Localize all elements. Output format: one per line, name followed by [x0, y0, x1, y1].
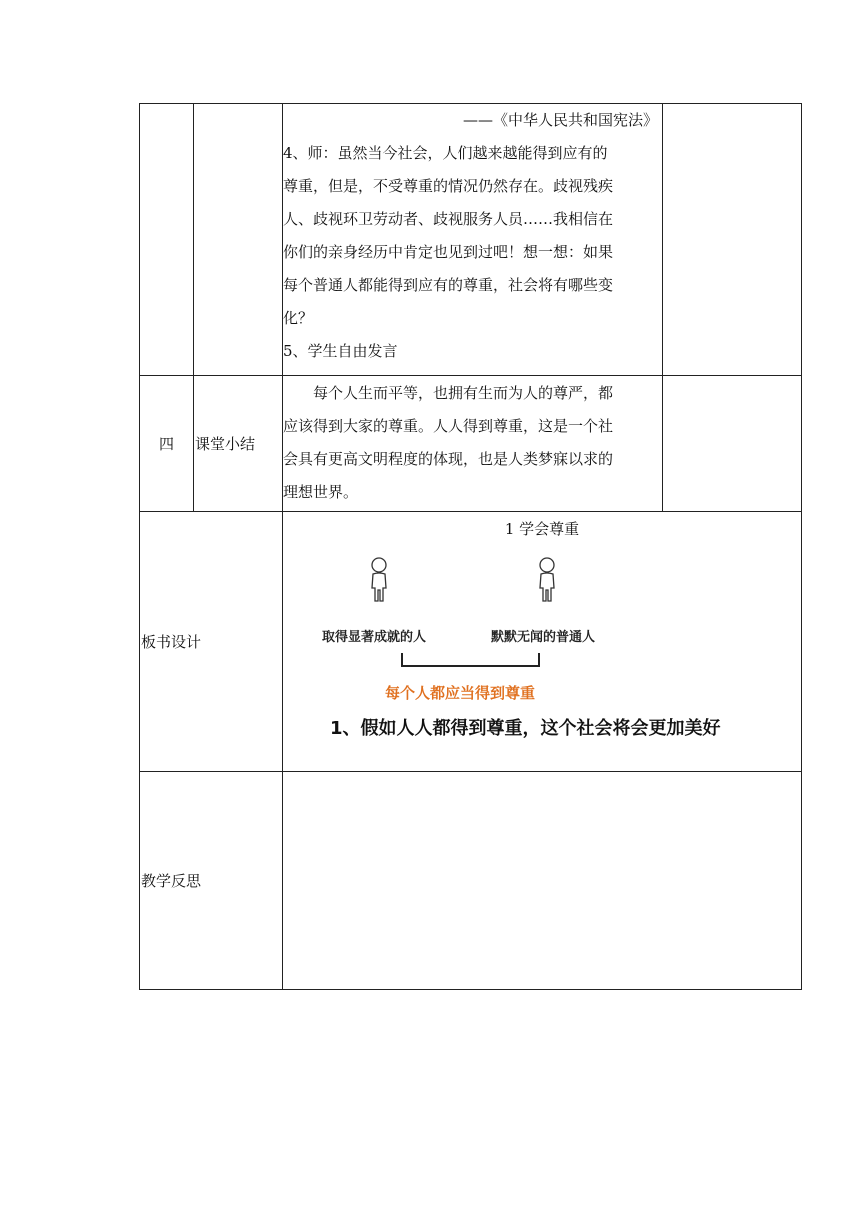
person-icon [369, 557, 389, 603]
table-row-summary [140, 376, 802, 512]
reflection-heading: 教学反思 [140, 772, 283, 990]
paragraph-line: 会具有更高文明程度的体现，也是人类梦寐以求的 [283, 450, 614, 468]
board-cell [283, 512, 802, 772]
summary-content [283, 376, 663, 512]
section-title: 课堂小结 [194, 376, 283, 512]
paragraph-line: 4、师：虽然当今社会，人们越来越能得到应有的 [283, 144, 608, 162]
ordinary-person-label: 默默无闻的普通人 [491, 630, 596, 645]
section-cell [194, 104, 283, 376]
person-icon [537, 557, 557, 603]
conclusion-text: 1、假如人人都得到尊重，这个社会将会更加美好 [330, 718, 721, 739]
table-row-process [140, 104, 802, 376]
emphasis-text: 每个人都应当得到尊重 [385, 684, 536, 702]
board-heading: 板书设计 [140, 512, 283, 772]
paragraph-line: 每个人生而平等，也拥有生而为人的尊严，都 [313, 384, 614, 402]
bracket-connector [401, 652, 541, 672]
paragraph-line: 每个普通人都能得到应有的尊重，社会将有哪些变 [283, 276, 614, 294]
paragraph-line: 理想世界。 [283, 483, 359, 501]
section-number: 四 [140, 376, 194, 512]
paragraph-line: 尊重，但是，不受尊重的情况仍然存在。歧视残疾 [283, 177, 614, 195]
paragraph-line: 应该得到大家的尊重。人人得到尊重，这是一个社 [283, 417, 614, 435]
constitution-quote: ——《中华人民共和国宪法》 [462, 111, 658, 129]
lesson-plan-table [139, 103, 802, 990]
paragraph-line: 人、歧视环卫劳动者、歧视服务人员……我相信在 [283, 210, 614, 228]
number-cell [140, 104, 194, 376]
reflection-content [283, 772, 802, 990]
board-title: 1 学会尊重 [504, 520, 580, 538]
paragraph-line: 5、学生自由发言 [283, 342, 398, 360]
notes-cell [663, 376, 802, 512]
paragraph-line: 你们的亲身经历中肯定也见到过吧！想一想：如果 [283, 243, 614, 261]
achiever-label: 取得显著成就的人 [322, 630, 427, 645]
board-design [283, 512, 801, 770]
paragraph-line: 化？ [283, 309, 314, 327]
table-row-reflection [140, 772, 802, 990]
notes-cell [663, 104, 802, 376]
content-cell [283, 104, 663, 376]
table-row-board [140, 512, 802, 772]
